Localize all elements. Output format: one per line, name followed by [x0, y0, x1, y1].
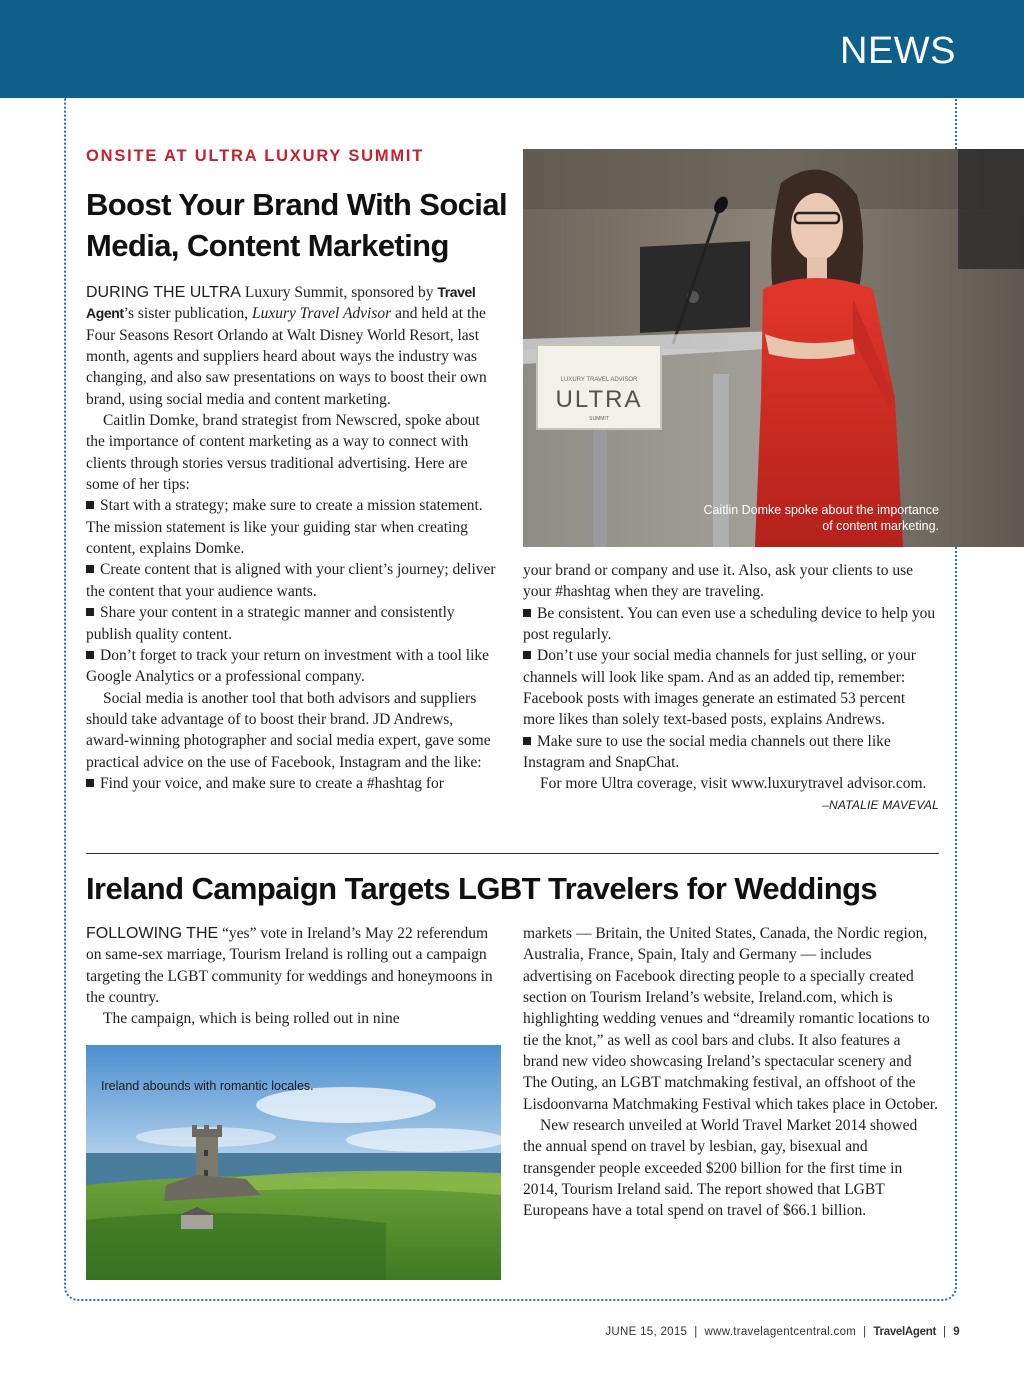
section-title: NEWS — [840, 30, 956, 72]
podium-label-sub: SUMMIT — [589, 416, 609, 422]
article1-lead: DURING THE ULTRA — [86, 284, 241, 301]
tip-text: Create content that is aligned with your client’s journey; deliver the content that your audience wants. — [86, 561, 496, 600]
article2-paragraph: New research unveiled at World Travel Market 2014 showed the annual spend on travel by lesbian, gay, bisexual and transgender people exceeded $200 billion for the first time in 2014, Tourism Ireland said. The report showed that LGBT Europeans have a total spend on travel of $66.1 billion. — [523, 1117, 918, 1220]
article1-text: ’s sister publication, — [123, 305, 252, 323]
article1-paragraph — [86, 282, 500, 410]
bullet-icon — [86, 608, 94, 616]
article2-text: “yes” vote in Ireland’s May 22 referendum on same-sex marriage, Tourism Ireland is rolling out a campaign targeting the LGBT community for weddings and honeymoons in the country. — [86, 925, 493, 1007]
speaker-photo — [523, 149, 1024, 547]
page-footer — [605, 1326, 960, 1338]
article1-paragraph: Social media is another tool that both advisors and suppliers should take advantage of to boost their brand. JD Andrews, award-winning photographer and social media expert, gave some practical advice on the use of Facebook, Instagram and the like: — [86, 689, 491, 771]
section-banner — [0, 0, 1024, 98]
article1-text: Luxury Summit, sponsored by — [240, 284, 438, 301]
article1-text: and held at the Four Seasons Resort Orlando at Walt Disney World Resort, last month, agents and suppliers heard about ways the industry was changing, and also saw presentations on ways to boost their own brand, using social media and content marketing. — [86, 305, 487, 408]
article1-kicker: ONSITE AT ULTRA LUXURY SUMMIT — [86, 147, 425, 165]
tip-text: Share your content in a strategic manner and consistently publish quality content. — [86, 604, 455, 643]
bullet-icon — [523, 609, 531, 617]
article2-headline: Ireland Campaign Targets LGBT Travelers for Weddings — [86, 871, 878, 906]
bullet-icon — [86, 501, 94, 509]
tip-text: Be consistent. You can even use a scheduling device to help you post regularly. — [523, 604, 936, 644]
tip-text: Don’t use your social media channels for just selling, or your channels will look like spam. And as an added tip, remember: Facebook posts with images generate an estimated 53 percent more likes than solely text-based posts, explains Andrews. — [523, 647, 916, 729]
byline: –NATALIE MAVEVAL — [822, 797, 939, 812]
closing-text: For more Ultra coverage, visit www.luxurytravel advisor.com. — [540, 775, 927, 793]
tip-item — [86, 645, 500, 688]
publication-name: Luxury Travel Advisor — [251, 305, 392, 323]
article2-right-column — [523, 923, 939, 1222]
footer-separator: | — [943, 1326, 947, 1338]
footer-separator: | — [694, 1326, 698, 1338]
section-divider — [86, 853, 939, 854]
bullet-icon — [86, 779, 94, 787]
bullet-icon — [523, 737, 531, 745]
bullet-icon — [86, 565, 94, 573]
article1-paragraph: Caitlin Domke, brand strategist from Newscred, spoke about the importance of content marketing as a way to connect with clients through stories versus traditional advertising. Here are some of her tips: — [86, 412, 480, 494]
footer-website[interactable]: www.travelagentcentral.com — [704, 1326, 857, 1338]
footer-brand: TravelAgent — [873, 1326, 936, 1338]
article2-continuation: markets — Britain, the United States, Canada, the Nordic region, Australia, France, Spain, Italy and Germany — includes advertising on Facebook directing people to a specially created section on Tourism Ireland’s website, Ireland.com, which is highlighting wedding venues and “dreamily romantic locations to tie the knot,” as well as cool bars and clubs. It also features a brand new video showcasing Ireland’s spectacular scenery and The Outing, an LGBT matchmaking festival, an offshoot of the Lisdoonvarna Matchmaking Festival which takes place in October. — [523, 925, 938, 1113]
bullet-icon — [86, 651, 94, 659]
footer-separator: | — [863, 1326, 867, 1338]
tip-continuation: your brand or company and use it. Also, ask your clients to use your #hashtag when they are traveling. — [523, 562, 914, 601]
article1-left-column — [86, 282, 500, 794]
tip-text: Start with a strategy; make sure to create a mission statement. The mission statement is like your guiding star when creating content, explains Domke. — [86, 497, 483, 558]
tip-item — [86, 773, 500, 794]
bullet-icon — [523, 651, 531, 659]
article1-closing — [523, 773, 939, 812]
tip-text: Find your voice, and make sure to create a #hashtag for — [100, 774, 444, 792]
tip-item — [86, 602, 500, 645]
article2-left-column — [86, 923, 500, 1030]
brand-name: Travel Agent — [86, 284, 476, 322]
tip-item — [523, 603, 939, 646]
podium-label: ULTRA — [555, 386, 643, 413]
article2-paragraph — [86, 923, 500, 1008]
tip-item — [86, 559, 500, 602]
tip-item — [523, 731, 939, 774]
article2-paragraph: The campaign, which is being rolled out in nine — [103, 1010, 400, 1028]
article2-lead: FOLLOWING THE — [86, 925, 219, 942]
tip-text: Don’t forget to track your return on investment with a tool like Google Analytics or a professional company. — [86, 646, 489, 686]
article1-right-column — [523, 560, 939, 816]
footer-date: JUNE 15, 2015 — [605, 1326, 688, 1338]
speaker-photo-caption: Caitlin Domke spoke about the importance of content marketing. — [703, 503, 939, 533]
article1-headline: Boost Your Brand With Social Media, Content Marketing — [86, 187, 507, 263]
page-number: 9 — [953, 1326, 960, 1338]
podium-label-small: LUXURY TRAVEL ADVISOR — [560, 377, 638, 383]
ireland-photo-caption: Ireland abounds with romantic locales. — [101, 1079, 314, 1093]
tip-item — [523, 645, 939, 730]
tip-text: Make sure to use the social media channels out there like Instagram and SnapChat. — [523, 732, 891, 772]
tip-item — [86, 495, 500, 559]
